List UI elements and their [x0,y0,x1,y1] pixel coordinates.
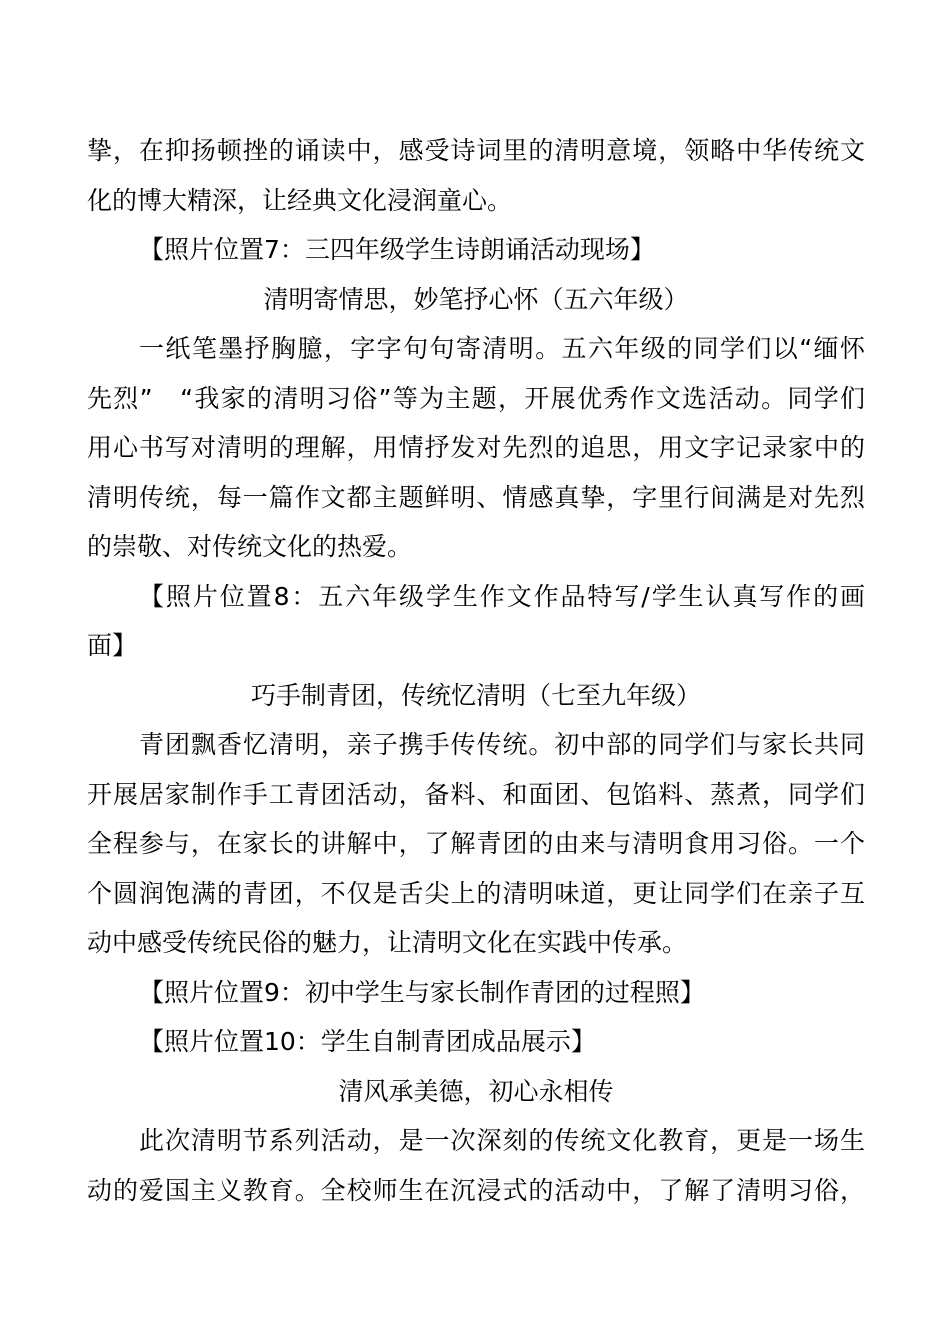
document-page [87,126,865,1215]
paragraph-line: 的崇敬、对传统文化的热爱。 [87,532,413,561]
section-heading: 清风承美德，初心永相传 [338,1076,614,1106]
paragraph-line: 动中感受传统民俗的魅力，让清明文化在实践中传承。 [87,928,688,957]
paragraph-line: 此次清明节系列活动，是一次深刻的传统文化教育，更是一场生 [139,1126,865,1155]
photo-placeholder-note: 【照片位置7：三四年级学生诗朗诵活动现场】 [139,235,655,264]
photo-placeholder-note: 【照片位置10：学生自制青团成品展示】 [139,1027,596,1056]
paragraph-line: 一纸笔墨抒胸臆，字字句句寄清明。五六年级的同学们以“缅怀 [139,334,865,363]
paragraph-line: 清明传统，每一篇作文都主题鲜明、情感真挚，字里行间满是对先烈 [87,482,865,512]
paragraph-line: 动的爱国主义教育。全校师生在沉浸式的活动中，了解了清明习俗， [87,1175,865,1205]
section-heading: 清明寄情思，妙笔抒心怀（五六年级） [263,284,689,314]
paragraph-line: 用心书写对清明的理解，用情抒发对先烈的追思，用文字记录家中的 [87,433,865,462]
paragraph-line: 化的博大精深，让经典文化浸润童心。 [87,185,513,215]
paragraph-line: 全程参与，在家长的讲解中，了解青团的由来与清明食用习俗。一个 [87,829,865,858]
section-heading: 巧手制青团，传统忆清明（七至九年级） [250,680,701,710]
photo-placeholder-note: 【照片位置9：初中学生与家长制作青团的过程照】 [139,977,705,1007]
paragraph-line: 青团飘香忆清明，亲子携手传传统。初中部的同学们与家长共同 [139,730,865,759]
paragraph-line: 开展居家制作手工青团活动，备料、和面团、包馅料、蒸煮，同学们 [87,779,865,809]
paragraph-line: 先烈” “我家的清明习俗”等为主题，开展优秀作文选活动。同学们 [87,383,865,413]
paragraph-line: 个圆润饱满的青团，不仅是舌尖上的清明味道，更让同学们在亲子互 [87,878,865,908]
photo-placeholder-note: 【照片位置8：五六年级学生作文作品特写/学生认真写作的画 [139,581,865,611]
paragraph-line: 挚，在抑扬顿挫的诵读中，感受诗词里的清明意境，领略中华传统文 [87,136,865,165]
photo-placeholder-note: 面】 [87,631,138,660]
